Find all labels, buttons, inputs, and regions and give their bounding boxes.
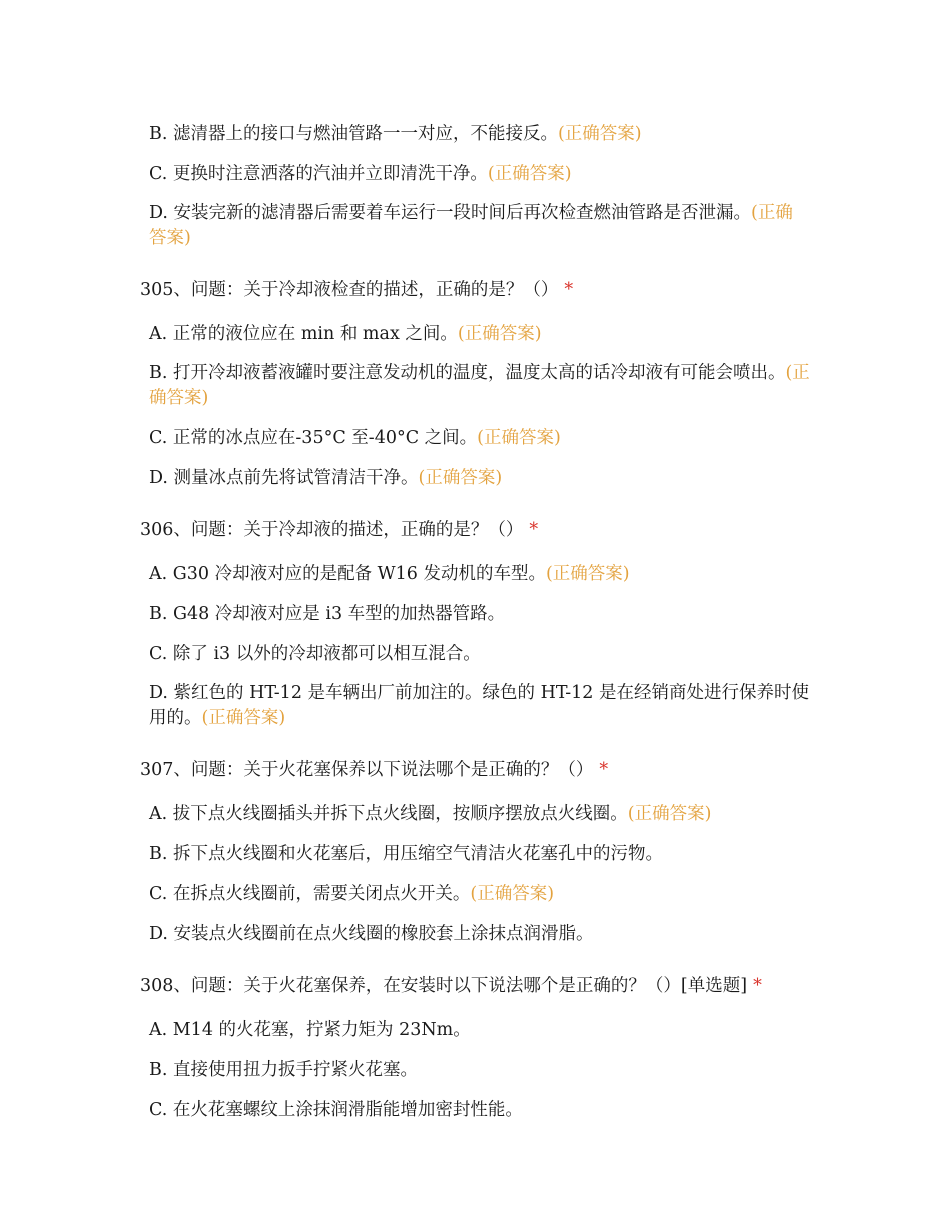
question-list	[140, 121, 810, 1137]
option-text: B. 滤清器上的接口与燃油管路一一对应，不能接反。	[149, 124, 558, 144]
option-text: D. 测量冰点前先将试管清洁干净。	[149, 468, 419, 488]
option-text: C. 更换时注意洒落的汽油并立即清洗干净。	[149, 164, 488, 184]
option-308-c	[140, 1097, 810, 1123]
correct-answer-mark: (正确答案)	[201, 708, 286, 728]
option-text: A. 正常的液位应在 min 和 max 之间。	[149, 324, 458, 344]
option-306-c	[140, 641, 810, 667]
correct-answer-mark: (正确答案)	[149, 203, 793, 248]
correct-answer-mark: (正确答案)	[457, 324, 542, 344]
option-304-c	[140, 161, 810, 187]
option-text: B. G48 冷却液对应是 i3 车型的加热器管路。	[149, 604, 506, 624]
option-text: C. 在火花塞螺纹上涂抹润滑脂能增加密封性能。	[149, 1100, 523, 1120]
option-text: A. M14 的火花塞，拧紧力矩为 23Nm。	[149, 1020, 471, 1040]
correct-answer-mark: (正确答案)	[477, 428, 561, 448]
option-text: D. 安装点火线圈前在点火线圈的橡胶套上涂抹点润滑脂。	[149, 924, 594, 944]
option-text: A. 拔下点火线圈插头并拆下点火线圈，按顺序摆放点火线圈。	[149, 804, 628, 824]
correct-answer-mark: (正确答案)	[470, 884, 555, 904]
required-asterisk: *	[564, 280, 574, 300]
option-text: B. 拆下点火线圈和火花塞后，用压缩空气清洁火花塞孔中的污物。	[149, 844, 663, 864]
question-305	[140, 277, 810, 303]
option-text: D. 紫红色的 HT-12 是车辆出厂前加注的。绿色的 HT-12 是在经销商处进行保养时使用的。	[149, 683, 809, 728]
option-text: C. 正常的冰点应在-35°C 至-40°C 之间。	[149, 428, 478, 448]
correct-answer-mark: (正确答案)	[545, 564, 630, 584]
option-text: C. 除了 i3 以外的冷却液都可以相互混合。	[149, 644, 481, 664]
option-305-c	[140, 425, 810, 451]
question-308	[140, 973, 810, 999]
option-306-a	[140, 561, 810, 587]
option-304-d	[140, 201, 810, 251]
option-307-b	[140, 841, 810, 867]
option-307-c	[140, 881, 810, 907]
option-text: C. 在拆点火线圈前，需要关闭点火开关。	[149, 884, 471, 904]
required-asterisk: *	[599, 760, 609, 780]
option-308-b	[140, 1057, 810, 1083]
option-306-b	[140, 601, 810, 627]
option-304-b	[140, 121, 810, 147]
correct-answer-mark: (正确答案)	[627, 804, 712, 824]
option-text: D. 安装完新的滤清器后需要着车运行一段时间后再次检查燃油管路是否泄漏。	[149, 203, 752, 223]
option-306-d	[140, 681, 810, 731]
question-text: 307、问题：关于火花塞保养以下说法哪个是正确的？（）	[140, 760, 594, 780]
correct-answer-mark: (正确答案)	[557, 124, 642, 144]
question-text: 305、问题：关于冷却液检查的描述，正确的是？（）	[140, 280, 559, 300]
correct-answer-mark: (正确答案)	[149, 363, 810, 408]
option-307-a	[140, 801, 810, 827]
question-text: 306、问题：关于冷却液的描述，正确的是？（）	[140, 520, 524, 540]
correct-answer-mark: (正确答案)	[487, 164, 572, 184]
required-asterisk: *	[529, 520, 539, 540]
option-305-a	[140, 321, 810, 347]
option-307-d	[140, 921, 810, 947]
option-text: B. 直接使用扭力扳手拧紧火花塞。	[149, 1060, 418, 1080]
option-305-d	[140, 465, 810, 491]
question-text: 308、问题：关于火花塞保养，在安装时以下说法哪个是正确的？（）[单选题]	[140, 976, 748, 996]
required-asterisk: *	[753, 976, 762, 996]
question-306	[140, 517, 810, 543]
question-307	[140, 757, 810, 783]
option-308-a	[140, 1017, 810, 1043]
option-text: B. 打开冷却液蓄液罐时要注意发动机的温度，温度太高的话冷却液有可能会喷出。	[149, 363, 786, 383]
option-305-b	[140, 361, 810, 411]
option-text: A. G30 冷却液对应的是配备 W16 发动机的车型。	[149, 564, 546, 584]
correct-answer-mark: (正确答案)	[418, 468, 503, 488]
